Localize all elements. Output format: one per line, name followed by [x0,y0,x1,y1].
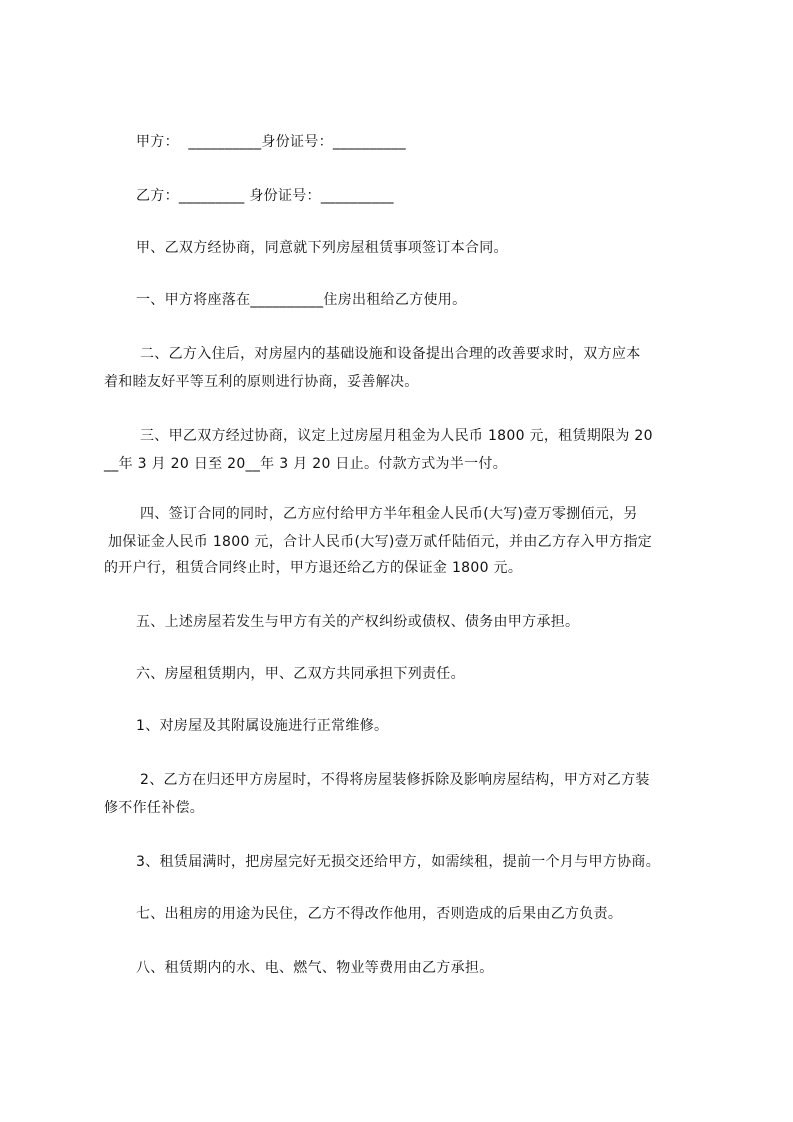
clause-4-line-3: 的开户行，租赁合同终止时，甲方退还给乙方的保证金 1800 元。 [104,560,523,576]
clause-6-item-2-line-2: 修不作任补偿。 [104,800,205,816]
clause-4-line-1: 四、签订合同的同时，乙方应付给甲方半年租金人民币(大写)壹万零捌佰元，另 [140,506,638,522]
clause-4-line-2: 加保证金人民币 1800 元，合计人民币(大写)壹万贰仟陆佰元，并由乙方存入甲方指定 [108,534,653,550]
party-b-line: 乙方：_________ 身份证号：__________ [136,188,394,204]
intro-paragraph: 甲、乙双方经协商，同意就下列房屋租赁事项签订本合同。 [136,240,508,256]
clause-3-line-1: 三、甲乙双方经过协商，议定上过房屋月租金为人民币 1800 元，租赁期限为 20 [140,428,653,444]
clause-2-line-1: 二、乙方入住后，对房屋内的基础设施和设备提出合理的改善要求时，双方应本 [140,346,641,362]
clause-1: 一、甲方将座落在__________住房出租给乙方使用。 [136,292,467,308]
clause-2-line-2: 着和睦友好平等互利的原则进行协商，妥善解决。 [104,374,419,390]
clause-3-line-2: __年 3 月 20 日至 20__年 3 月 20 日止。付款方式为半一付。 [104,456,508,472]
clause-8: 八、租赁期内的水、电、燃气、物业等费用由乙方承担。 [136,960,494,976]
party-a-line: 甲方： __________身份证号：__________ [136,134,406,150]
clause-5: 五、上述房屋若发生与甲方有关的产权纠纷或债权、债务由甲方承担。 [136,614,580,630]
clause-7: 七、出租房的用途为民住，乙方不得改作他用，否则造成的后果由乙方负责。 [136,906,623,922]
clause-6-item-3: 3、租赁届满时，把房屋完好无损交还给甲方，如需续租，提前一个月与甲方协商。 [136,854,661,870]
clause-6: 六、房屋租赁期内，甲、乙双方共同承担下列责任。 [136,666,465,682]
clause-6-item-2-line-1: 2、乙方在归还甲方房屋时，不得将房屋装修拆除及影响房屋结构，甲方对乙方装 [140,772,650,788]
clause-6-item-1: 1、对房屋及其附属设施进行正常维修。 [136,718,389,734]
